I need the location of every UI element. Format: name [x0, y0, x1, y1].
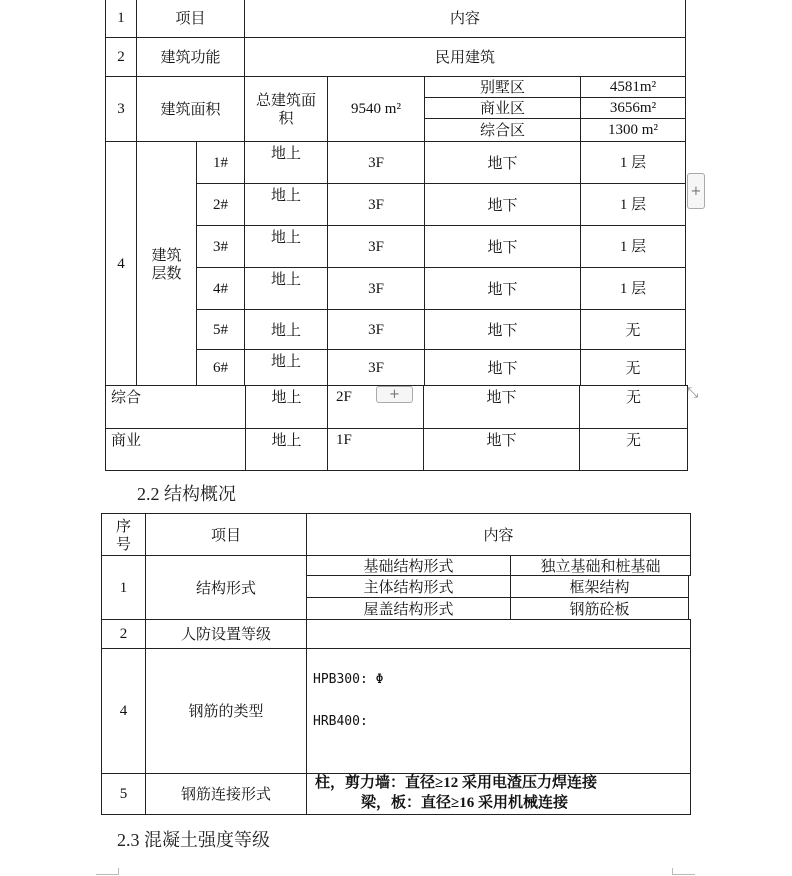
t1-building-below-floors: 1 层: [580, 225, 686, 268]
t1-extra-name: 商业: [105, 428, 246, 471]
t1-building-below: 地下: [424, 349, 581, 386]
section-heading-2-2: 2.2 结构概况: [137, 484, 236, 504]
t1-r2-content: 民用建筑: [244, 37, 686, 77]
t1-building-id: 2#: [196, 183, 245, 226]
t1-building-id: 4#: [196, 267, 245, 310]
t1-r4-num: 4: [105, 141, 137, 386]
t1-building-above: 地上: [244, 225, 328, 268]
t2-r1-item: 结构形式: [145, 555, 307, 620]
t1-r3-item: 建筑面积: [136, 76, 245, 142]
t1-building-above-floors: 3F: [327, 141, 425, 184]
t1-r2-num: 2: [105, 37, 137, 77]
t1-zone-area: 1300 m²: [580, 118, 686, 142]
t2-rebar-types-cell: [306, 648, 691, 774]
t1-r3-num: 3: [105, 76, 137, 142]
t1-building-above: 地上: [244, 141, 328, 184]
page-corner-mark: [96, 868, 119, 875]
t1-total-area-value: 9540 m²: [327, 76, 425, 142]
t2-header-content: 内容: [306, 513, 691, 556]
t2-structure-value: 独立基础和桩基础: [510, 555, 691, 576]
t1-extra-above-floors: 1F: [327, 428, 424, 471]
table-resize-handle-icon[interactable]: ⤡: [687, 385, 699, 401]
t2-r5-item: 钢筋连接形式: [145, 773, 307, 815]
t2-connection-cell: [306, 773, 691, 815]
t1-building-above-floors: 3F: [327, 225, 425, 268]
t2-structure-label: 主体结构形式: [306, 575, 511, 598]
t2-r2-num: 2: [101, 619, 146, 649]
t1-r2-item: 建筑功能: [136, 37, 245, 77]
t1-building-below: 地下: [424, 225, 581, 268]
t1-building-below: 地下: [424, 141, 581, 184]
t2-structure-value: 框架结构: [510, 575, 689, 598]
t1-extra-above: 地上: [245, 385, 328, 429]
t1-building-above: 地上: [244, 349, 328, 386]
t1-building-id: 6#: [196, 349, 245, 386]
t2-r4-num: 4: [101, 648, 146, 774]
t1-building-below-floors: 1 层: [580, 183, 686, 226]
t1-building-above: 地上: [244, 267, 328, 310]
t1-building-id: 5#: [196, 309, 245, 350]
t1-building-below: 地下: [424, 309, 581, 350]
t1-r1-item: 项目: [136, 0, 245, 38]
t1-building-below-floors: 无: [580, 309, 686, 350]
t2-rebar-type-line: HPB300: Φ: [313, 672, 384, 687]
t2-r2-value: [306, 619, 691, 649]
t2-connection-line: 柱，剪力墙：直径≥12 采用电渣压力焊连接: [315, 775, 597, 791]
t1-building-below: 地下: [424, 183, 581, 226]
t1-extra-above-floors: 2F: [327, 385, 424, 429]
t2-rebar-type-line: HRB400:: [313, 714, 368, 729]
t1-building-below-floors: 无: [580, 349, 686, 386]
t1-building-id: 1#: [196, 141, 245, 184]
t1-r4-item: 建筑层数: [136, 141, 197, 386]
t2-r5-num: 5: [101, 773, 146, 815]
t1-extra-below: 地下: [423, 385, 580, 429]
t2-structure-value: 钢筋砼板: [510, 597, 689, 620]
t1-extra-below-floors: 无: [579, 428, 688, 471]
t1-extra-below-floors: 无: [579, 385, 688, 429]
t1-r1-num: 1: [105, 0, 137, 38]
t1-building-id: 3#: [196, 225, 245, 268]
t1-extra-above: 地上: [245, 428, 328, 471]
t1-building-below: 地下: [424, 267, 581, 310]
t1-zone-area: 4581m²: [580, 76, 686, 98]
t1-building-below-floors: 1 层: [580, 267, 686, 310]
t1-building-above: 地上: [244, 309, 328, 350]
add-row-button[interactable]: +: [376, 386, 413, 403]
t1-extra-below: 地下: [423, 428, 580, 471]
t2-connection-line: 梁，板：直径≥16 采用机械连接: [361, 795, 568, 811]
add-column-button[interactable]: +: [687, 173, 705, 209]
t1-total-area-label: 总建筑面积: [244, 76, 328, 142]
page-corner-mark: [672, 868, 695, 875]
t1-zone-name: 综合区: [424, 118, 581, 142]
t1-zone-name: 商业区: [424, 97, 581, 119]
t2-structure-label: 屋盖结构形式: [306, 597, 511, 620]
t1-building-above-floors: 3F: [327, 183, 425, 226]
t2-header-num: 序号: [101, 513, 146, 556]
t1-building-below-floors: 1 层: [580, 141, 686, 184]
t1-zone-name: 别墅区: [424, 76, 581, 98]
t2-r2-item: 人防设置等级: [145, 619, 307, 649]
t1-building-above-floors: 3F: [327, 349, 425, 386]
t2-structure-label: 基础结构形式: [306, 555, 511, 576]
t2-r4-item: 钢筋的类型: [145, 648, 307, 774]
t1-extra-name: 综合: [105, 385, 246, 429]
section-heading-2-3: 2.3 混凝土强度等级: [117, 830, 270, 850]
t2-r1-num: 1: [101, 555, 146, 620]
t1-building-above-floors: 3F: [327, 267, 425, 310]
t2-header-item: 项目: [145, 513, 307, 556]
t1-building-above: 地上: [244, 183, 328, 226]
t1-r1-content: 内容: [244, 0, 686, 38]
t1-building-above-floors: 3F: [327, 309, 425, 350]
t1-zone-area: 3656m²: [580, 97, 686, 119]
